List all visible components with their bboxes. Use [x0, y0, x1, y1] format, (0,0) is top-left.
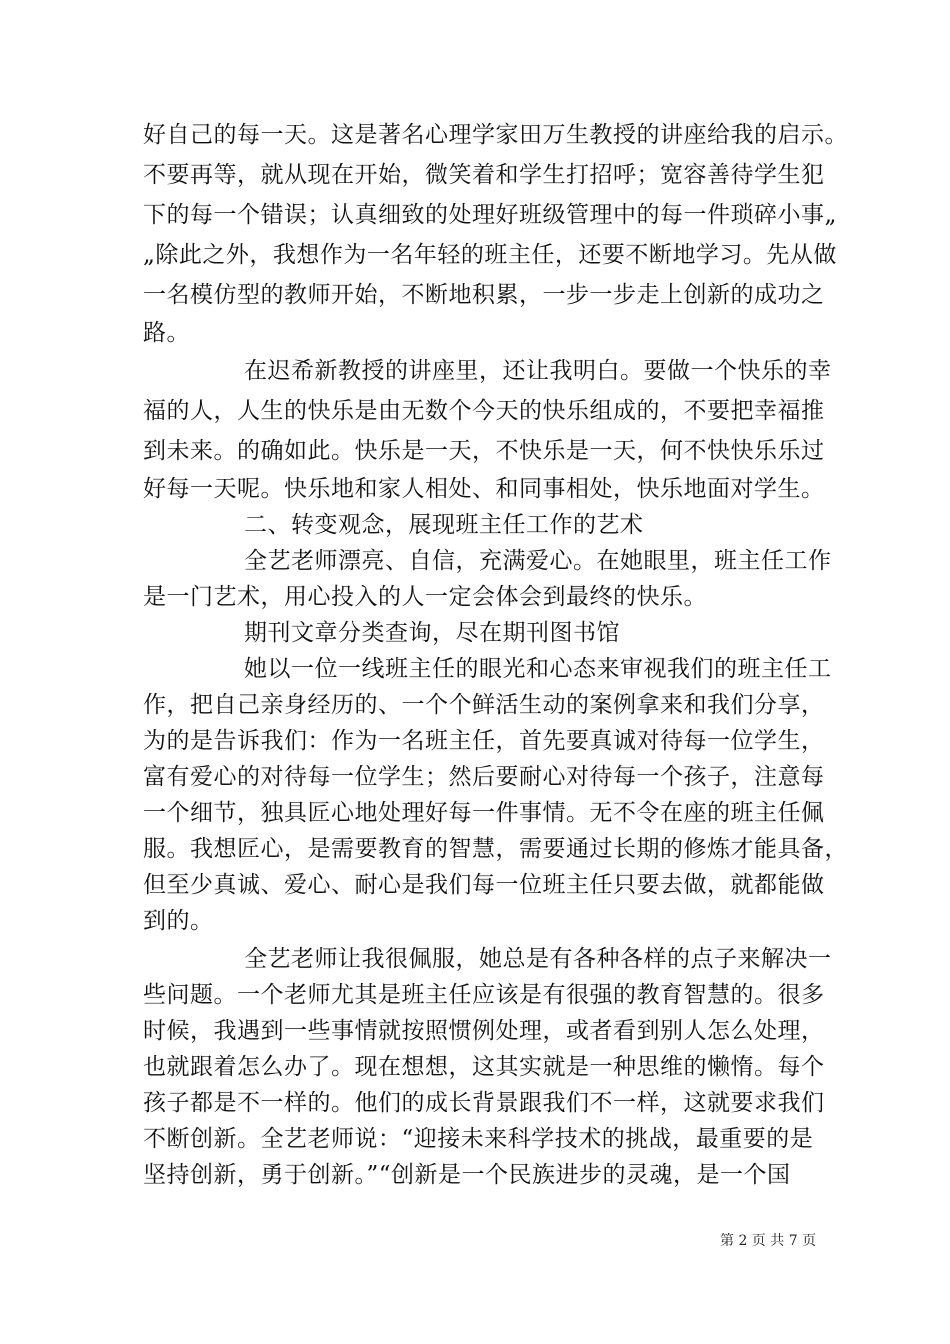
text-line: 是一门艺术，用心投入的人一定会体会到最终的快乐。: [143, 584, 707, 610]
text-line: 些问题。一个老师尤其是班主任应该是有很强的教育智慧的。很多: [143, 982, 825, 1008]
text-line: 下的每一个错误；认真细致的处理好班级管理中的每一件琐碎小事„: [143, 202, 837, 228]
paragraph-first-line: 全艺老师让我很佩服，她总是有各种各样的点子来解决一: [244, 946, 832, 972]
text-line: 富有爱心的对待每一位学生；然后要耐心对待每一个孩子，注意每: [143, 764, 825, 790]
text-line: 孩子都是不一样的。他们的成长背景跟我们不一样，这就要求我们: [143, 1090, 825, 1116]
text-line: 好每一天呢。快乐地和家人相处、和同事相处，快乐地面对学生。: [143, 476, 825, 502]
text-line: 一个细节，独具匠心地处理好每一件事情。无不令在座的班主任佩: [143, 800, 825, 826]
page-number: 第 2 页 共 7 页: [720, 1233, 817, 1249]
text-line: 但至少真诚、爱心、耐心是我们每一位班主任只要去做，就都能做: [143, 872, 825, 898]
ad-line: 期刊文章分类查询，尽在期刊图书馆: [244, 620, 620, 646]
text-line: 坚持创新，勇于创新。”“创新是一个民族进步的灵魂，是一个国: [143, 1162, 791, 1188]
text-line: 服。我想匠心，是需要教育的智慧，需要通过长期的修炼才能具备，: [143, 836, 848, 862]
text-line: 不断创新。全艺老师说：“迎接未来科学技术的挑战，最重要的是: [143, 1126, 814, 1152]
text-line: 为的是告诉我们：作为一名班主任，首先要真诚对待每一位学生，: [143, 728, 825, 754]
section-heading: 二、转变观念，展现班主任工作的艺术: [244, 512, 644, 538]
paragraph-first-line: 全艺老师漂亮、自信，充满爱心。在她眼里，班主任工作: [244, 548, 832, 574]
text-line: 到的。: [143, 908, 214, 934]
text-line: 好自己的每一天。这是著名心理学家田万生教授的讲座给我的启示。: [143, 122, 848, 148]
text-line: 也就跟着怎么办了。现在想想，这其实就是一种思维的懒惰。每个: [143, 1054, 825, 1080]
paragraph-first-line: 在迟希新教授的讲座里，还让我明白。要做一个快乐的幸: [244, 358, 832, 384]
text-line: „除此之外，我想作为一名年轻的班主任，还要不断地学习。先从做: [143, 242, 837, 268]
text-line: 不要再等，就从现在开始，微笑着和学生打招呼；宽容善待学生犯: [143, 162, 825, 188]
text-line: 路。: [143, 320, 190, 346]
text-line: 时候，我遇到一些事情就按照惯例处理，或者看到别人怎么处理，: [143, 1018, 825, 1044]
text-line: 到未来。的确如此。快乐是一天，不快乐是一天，何不快快乐乐过: [143, 438, 825, 464]
text-line: 作，把自己亲身经历的、一个个鲜活生动的案例拿来和我们分享，: [143, 692, 825, 718]
paragraph-first-line: 她以一位一线班主任的眼光和心态来审视我们的班主任工: [244, 656, 832, 682]
text-line: 福的人，人生的快乐是由无数个今天的快乐组成的，不要把幸福推: [143, 398, 825, 424]
text-line: 一名模仿型的教师开始，不断地积累，一步一步走上创新的成功之: [143, 282, 825, 308]
